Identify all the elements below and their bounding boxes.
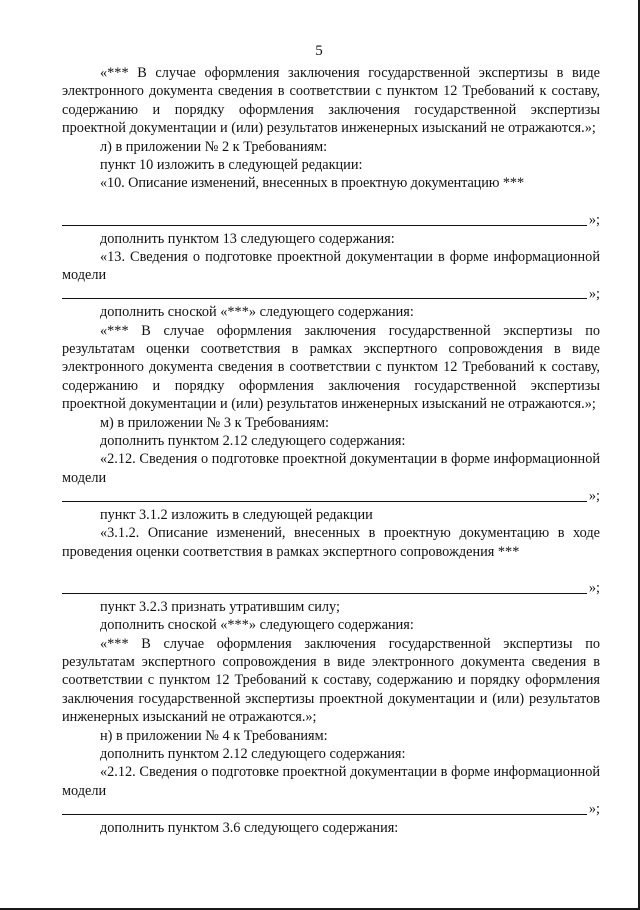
underline-rule	[62, 593, 587, 594]
underline-rule	[62, 814, 587, 815]
blank-line	[62, 561, 600, 579]
closing-quote: »;	[588, 212, 600, 229]
point-2-12-instruction-1: дополнить пунктом 2.12 следующего содержания:	[100, 433, 406, 450]
point-10-instruction: пункт 10 изложить в следующей редакции:	[100, 157, 363, 174]
item-n-paragraph: н) в приложении № 4 к Требованиям:	[100, 727, 328, 744]
point-13-text: «13. Сведения о подготовке проектной документации в форме информационной модели	[62, 249, 600, 284]
underline-rule	[62, 298, 587, 299]
point-13-instruction: дополнить пунктом 13 следующего содержания:	[100, 230, 395, 247]
point-2-12-instruction-2: дополнить пунктом 2.12 следующего содержания:	[100, 745, 406, 762]
page-number: 5	[315, 43, 323, 59]
fill-line-5	[62, 800, 600, 818]
point-3-1-2-text: «3.1.2. Описание изменений, внесенных в проектную документацию в ходе проведения оценки соответствия в рамках экспертного сопровождения ***	[62, 525, 600, 560]
point-2-12-text-2: «2.12. Сведения о подготовке проектной документации в форме информационной модели	[62, 764, 600, 799]
point-3-2-3-instruction: пункт 3.2.3 признать утратившим силу;	[100, 598, 340, 615]
fill-line-4	[62, 579, 600, 597]
footnote-instruction-1: дополнить сноской «***» следующего содержания:	[100, 304, 414, 321]
item-l-paragraph: л) в приложении № 2 к Требованиям:	[100, 138, 328, 155]
closing-quote: »;	[588, 488, 600, 505]
closing-quote: »;	[588, 580, 600, 597]
blank-line	[62, 193, 600, 211]
item-m-paragraph: м) в приложении № 3 к Требованиям:	[100, 414, 330, 431]
fill-line-1	[62, 211, 600, 229]
point-3-1-2-instruction: пункт 3.1.2 изложить в следующей редакции	[100, 506, 373, 523]
fill-line-3	[62, 487, 600, 505]
closing-quote: »;	[588, 285, 600, 302]
document-body	[62, 64, 600, 837]
closing-quote: »;	[588, 801, 600, 818]
underline-rule	[62, 501, 587, 502]
fill-line-2	[62, 285, 600, 303]
underline-rule	[62, 225, 587, 226]
point-10-text: «10. Описание изменений, внесенных в проектную документацию ***	[100, 175, 524, 192]
footnote-paragraph-2: «*** В случае оформления заключения государственной экспертизы по результатам оценки соответствия в рамках экспертного сопровождения в виде электронного документа сведения в соответствии с пунктом 12 Требований к составу, содержанию и порядку оформления заключения государственной экспертизы проектной документации и (или) результатов инженерных изысканий не отражаются.»;	[62, 322, 600, 413]
footnote-paragraph-1: «*** В случае оформления заключения государственной экспертизы в виде электронного документа сведения в соответствии с пунктом 12 Требований к составу, содержанию и порядку оформления заключения государственной экспертизы проектной документации и (или) результатов инженерных изысканий не отражаются.»;	[62, 65, 600, 137]
point-3-6-instruction: дополнить пунктом 3.6 следующего содержания:	[100, 819, 399, 836]
footnote-instruction-2: дополнить сноской «***» следующего содержания:	[100, 617, 414, 634]
footnote-paragraph-3: «*** В случае оформления заключения государственной экспертизы по результатам экспертного сопровождения в виде электронного документа сведения в соответствии с пунктом 12 Требований к составу, содержанию и порядку оформления заключения государственной экспертизы проектной документации и (или) результатов инженерных изысканий не отражаются.»;	[62, 635, 600, 726]
point-2-12-text-1: «2.12. Сведения о подготовке проектной документации в форме информационной модели	[62, 451, 600, 486]
